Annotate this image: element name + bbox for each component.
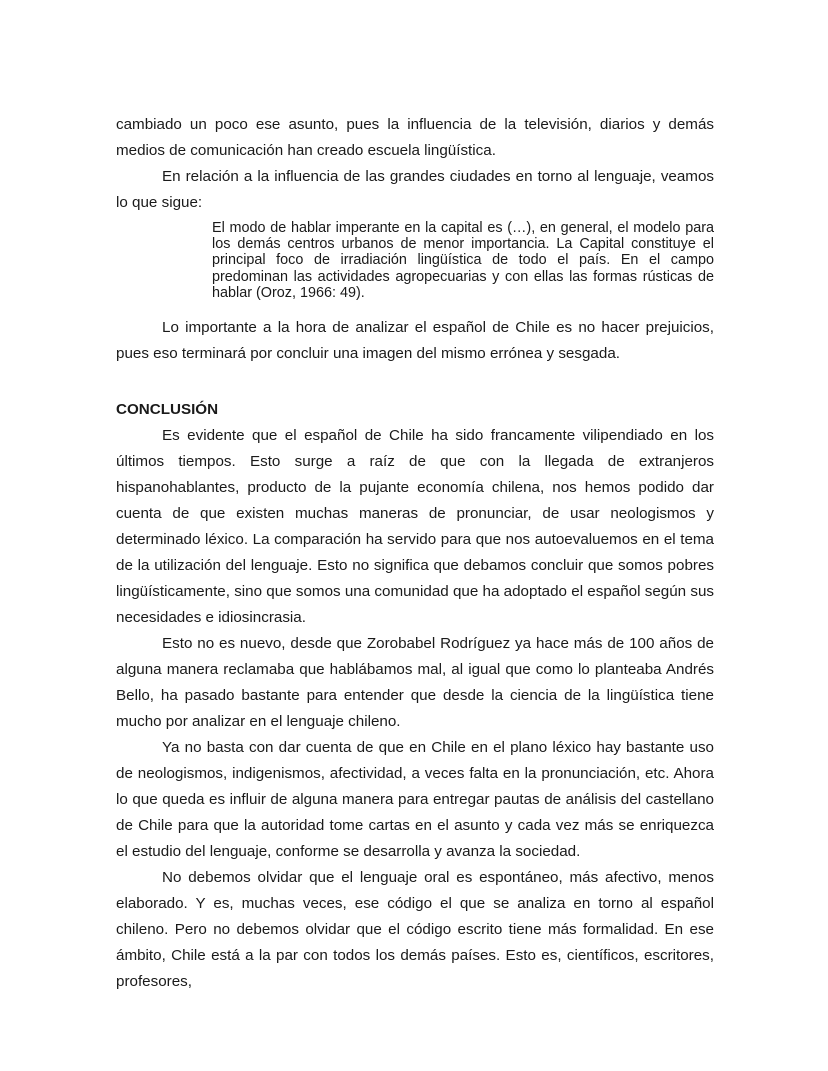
conclusion-paragraph-2: Esto no es nuevo, desde que Zorobabel Rodríguez ya hace más de 100 años de alguna manera reclamaba que hablábamos mal, al igual que como lo planteaba Andrés Bello, ha pasado bastante para entender que desde la ciencia de la lingüística tiene mucho por analizar en el lenguaje chileno.: [116, 635, 714, 731]
paragraph-cities-intro: En relación a la influencia de las grandes ciudades en torno al lenguaje, veamos lo que sigue:: [116, 168, 714, 211]
block-quote: El modo de hablar imperante en la capital es (…), en general, el modelo para los demás centros urbanos de menor importancia. La Capital constituye el principal foco de irradiación lingüística de todo el país. En el campo predominan las actividades agropecuarias y con ellas las formas rústicas de hablar (Oroz, 1966: 49).: [212, 220, 714, 301]
paragraph-continuation: cambiado un poco ese asunto, pues la influencia de la televisión, diarios y demás medios de comunicación han creado escuela lingüística.: [116, 116, 714, 159]
conclusion-paragraph-3: Ya no basta con dar cuenta de que en Chile en el plano léxico hay bastante uso de neologismos, indigenismos, afectividad, a veces falta en la pronunciación, etc. Ahora lo que queda es influir de alguna manera para entregar pautas de análisis del castellano de Chile para que la autoridad tome cartas en el asunto y cada vez más se enriquezca el estudio del lenguaje, conforme se desarrolla y avanza la sociedad.: [116, 739, 714, 861]
paragraph-prejudice: Lo importante a la hora de analizar el español de Chile es no hacer prejuicios, pues eso terminará por concluir una imagen del mismo errónea y sesgada.: [116, 319, 714, 363]
section-heading-conclusion: CONCLUSIÓN: [116, 401, 219, 419]
conclusion-paragraph-4: No debemos olvidar que el lenguaje oral es espontáneo, más afectivo, menos elaborado. Y es, muchas veces, ese código el que se analiza en torno al español chileno. Pero no debemos olvidar que el código escrito tiene más formalidad. En ese ámbito, Chile está a la par con todos los demás países. Esto es, científicos, escritores, profesores,: [116, 869, 714, 991]
conclusion-paragraph-1: Es evidente que el español de Chile ha sido francamente vilipendiado en los últimos tiempos. Esto surge a raíz de que con la llegada de extranjeros hispanohablantes, producto de la pujante economía chilena, nos hemos podido dar cuenta de que existen muchas maneras de pronunciar, de usar neologismos y determinado léxico. La comparación ha servido para que nos autoevaluemos en el tema de la utilización del lenguaje. Esto no significa que debamos concluir que somos pobres lingüísticamente, sino que somos una comunidad que ha adoptado el español según sus necesidades e idiosincrasia.: [116, 427, 714, 627]
document-page: [116, 112, 714, 995]
